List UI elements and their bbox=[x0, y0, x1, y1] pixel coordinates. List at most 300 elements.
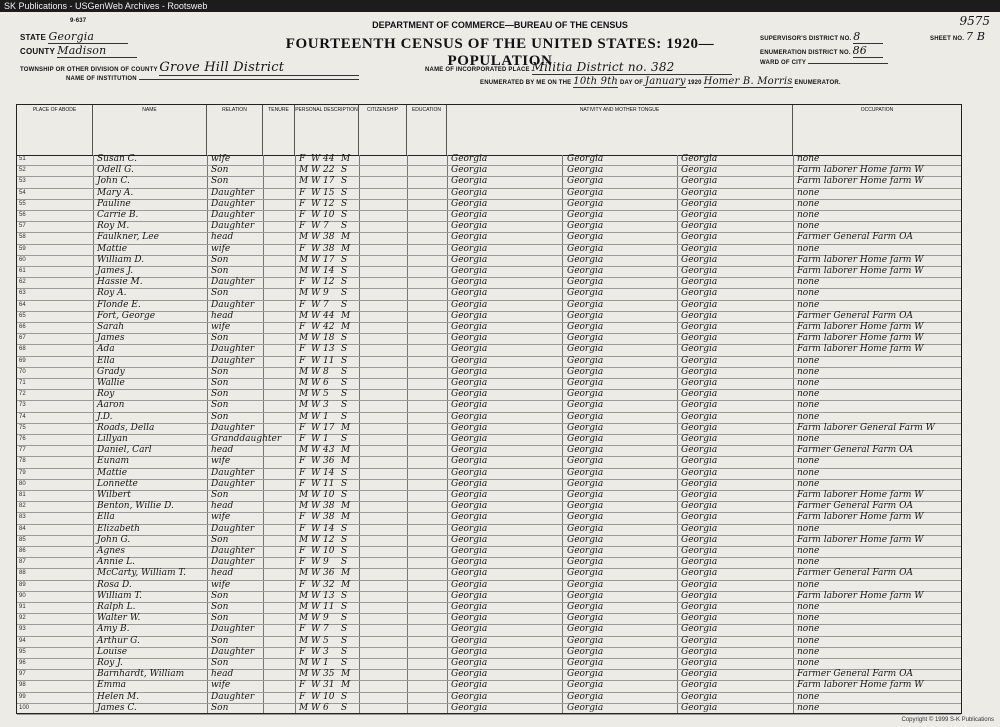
cell-relation: Daughter bbox=[211, 557, 255, 568]
cell-marital: S bbox=[341, 534, 348, 545]
cell-age: 3 bbox=[323, 646, 329, 657]
cell-race: W bbox=[311, 299, 321, 310]
county-label: COUNTY bbox=[20, 47, 55, 56]
col-relation: RELATION bbox=[207, 105, 263, 155]
cell-age: 38 bbox=[323, 243, 335, 254]
cell-name: Ella bbox=[97, 512, 115, 523]
month-value: January bbox=[645, 76, 686, 87]
cell-relation: head bbox=[211, 310, 234, 321]
cell-occupation: none bbox=[797, 389, 820, 400]
cell-age: 5 bbox=[323, 389, 329, 400]
cell-birth: Georgia bbox=[451, 210, 488, 220]
cell-age: 9 bbox=[323, 557, 329, 568]
cell-marital: S bbox=[341, 288, 348, 299]
cell-father: Georgia bbox=[567, 557, 604, 568]
cell-father: Georgia bbox=[567, 389, 604, 400]
cell-sex: F bbox=[299, 434, 306, 444]
cell-mother: Georgia bbox=[681, 378, 718, 388]
cell-occupation: none bbox=[797, 243, 820, 254]
cell-sex: M bbox=[299, 445, 309, 456]
cell-relation: Son bbox=[211, 534, 229, 545]
table-row bbox=[17, 211, 961, 222]
cell-mother: Georgia bbox=[681, 467, 718, 478]
cell-name: Ada bbox=[97, 344, 115, 355]
cell-age: 36 bbox=[323, 456, 335, 467]
cell-occupation: none bbox=[797, 355, 820, 366]
cell-race: W bbox=[311, 389, 321, 400]
cell-mother: Georgia bbox=[681, 613, 718, 624]
incorporated-value: Militia District no. 382 bbox=[532, 60, 732, 75]
cell-relation: Daughter bbox=[211, 355, 255, 366]
cell-race: W bbox=[311, 579, 321, 590]
cell-birth: Georgia bbox=[451, 445, 488, 456]
cell-mother: Georgia bbox=[681, 355, 718, 366]
cell-father: Georgia bbox=[567, 635, 604, 646]
cell-marital: M bbox=[341, 579, 351, 590]
table-row bbox=[17, 614, 961, 625]
enumerated-day: 10th 9th bbox=[573, 76, 619, 87]
cell-age: 13 bbox=[323, 590, 335, 601]
cell-age: 11 bbox=[323, 355, 335, 366]
cell-marital: S bbox=[341, 490, 348, 500]
supervisor-value: 8 bbox=[853, 30, 883, 44]
corner-note: 9575 bbox=[959, 14, 990, 28]
cell-father: Georgia bbox=[567, 658, 604, 668]
department-heading: DEPARTMENT OF COMMERCE—BUREAU OF THE CENSUS bbox=[372, 20, 628, 30]
cell-name: Lonnette bbox=[97, 478, 138, 489]
cell-marital: S bbox=[341, 635, 348, 646]
cell-occupation: Farmer General Farm OA bbox=[797, 568, 913, 579]
cell-father: Georgia bbox=[567, 322, 604, 332]
cell-father: Georgia bbox=[567, 344, 604, 355]
cell-name: Lillyan bbox=[97, 434, 128, 444]
cell-sex: F bbox=[299, 322, 306, 332]
cell-occupation: none bbox=[797, 658, 820, 668]
cell-age: 1 bbox=[323, 411, 329, 422]
cell-sex: F bbox=[299, 467, 306, 478]
cell-mother: Georgia bbox=[681, 400, 718, 411]
cell-relation: head bbox=[211, 445, 234, 456]
cell-line: 75 bbox=[19, 424, 26, 431]
cell-father: Georgia bbox=[567, 232, 604, 243]
cell-name: McCarty, William T. bbox=[97, 568, 186, 579]
cell-relation: Son bbox=[211, 266, 229, 276]
cell-birth: Georgia bbox=[451, 154, 488, 164]
cell-sex: M bbox=[299, 310, 309, 321]
cell-line: 81 bbox=[19, 492, 26, 498]
cell-birth: Georgia bbox=[451, 378, 488, 388]
cell-name: Roy bbox=[97, 389, 115, 400]
cell-age: 6 bbox=[323, 378, 329, 388]
cell-sex: F bbox=[299, 478, 306, 489]
cell-age: 7 bbox=[323, 624, 329, 635]
cell-age: 1 bbox=[323, 434, 329, 444]
cell-marital: S bbox=[341, 254, 348, 265]
cell-age: 14 bbox=[323, 523, 335, 534]
cell-mother: Georgia bbox=[681, 154, 718, 164]
page-title: FOURTEENTH CENSUS OF THE UNITED STATES: 1920—POPULATION bbox=[285, 36, 715, 69]
cell-father: Georgia bbox=[567, 243, 604, 254]
cell-occupation: none bbox=[797, 366, 820, 377]
cell-age: 38 bbox=[323, 501, 335, 512]
cell-mother: Georgia bbox=[681, 523, 718, 534]
cell-mother: Georgia bbox=[681, 434, 718, 444]
cell-marital: S bbox=[341, 389, 348, 400]
cell-name: Ralph L. bbox=[97, 602, 136, 612]
census-sheet bbox=[0, 12, 1000, 727]
cell-marital: S bbox=[341, 176, 348, 187]
cell-name: Louise bbox=[97, 646, 128, 657]
cell-relation: wife bbox=[211, 512, 231, 523]
cell-father: Georgia bbox=[567, 691, 604, 702]
cell-line: 90 bbox=[19, 592, 26, 599]
cell-age: 12 bbox=[323, 198, 335, 209]
cell-race: W bbox=[311, 635, 321, 646]
cell-relation: Daughter bbox=[211, 523, 255, 534]
cell-father: Georgia bbox=[567, 490, 604, 500]
cell-father: Georgia bbox=[567, 646, 604, 657]
cell-sex: F bbox=[299, 646, 306, 657]
cell-name: J.D. bbox=[97, 411, 113, 422]
cell-mother: Georgia bbox=[681, 411, 718, 422]
cell-occupation: none bbox=[797, 210, 820, 220]
cell-relation: head bbox=[211, 501, 234, 512]
cell-age: 36 bbox=[323, 568, 335, 579]
cell-occupation: none bbox=[797, 299, 820, 310]
cell-occupation: none bbox=[797, 434, 820, 444]
cell-occupation: none bbox=[797, 546, 820, 556]
cell-relation: Son bbox=[211, 702, 229, 713]
state-field bbox=[20, 30, 128, 44]
cell-sex: F bbox=[299, 299, 306, 310]
cell-father: Georgia bbox=[567, 534, 604, 545]
cell-birth: Georgia bbox=[451, 478, 488, 489]
cell-race: W bbox=[311, 456, 321, 467]
enumerator-label: ENUMERATOR. bbox=[794, 80, 841, 86]
cell-father: Georgia bbox=[567, 568, 604, 579]
cell-marital: S bbox=[341, 590, 348, 601]
cell-sex: M bbox=[299, 613, 309, 624]
cell-father: Georgia bbox=[567, 422, 604, 433]
window-title-bar bbox=[0, 0, 1000, 12]
cell-line: 79 bbox=[19, 469, 26, 476]
cell-name: Sarah bbox=[97, 322, 124, 332]
cell-age: 35 bbox=[323, 669, 335, 680]
cell-relation: Son bbox=[211, 490, 229, 500]
cell-sex: M bbox=[299, 165, 309, 176]
cell-age: 10 bbox=[323, 210, 335, 220]
cell-sex: F bbox=[299, 557, 306, 568]
table-row bbox=[17, 569, 961, 580]
cell-relation: wife bbox=[211, 579, 231, 590]
cell-father: Georgia bbox=[567, 434, 604, 444]
cell-age: 12 bbox=[323, 534, 335, 545]
cell-occupation: none bbox=[797, 624, 820, 635]
cell-birth: Georgia bbox=[451, 299, 488, 310]
cell-age: 9 bbox=[323, 613, 329, 624]
cell-sex: M bbox=[299, 366, 309, 377]
cell-age: 14 bbox=[323, 467, 335, 478]
cell-sex: M bbox=[299, 658, 309, 668]
cell-relation: Son bbox=[211, 411, 229, 422]
cell-occupation: Farm laborer General Farm W bbox=[797, 422, 935, 433]
cell-father: Georgia bbox=[567, 400, 604, 411]
cell-name: John C. bbox=[97, 176, 130, 187]
table-row bbox=[17, 278, 961, 289]
cell-name: Elizabeth bbox=[97, 523, 140, 534]
cell-relation: head bbox=[211, 568, 234, 579]
township-value: Grove Hill District bbox=[159, 60, 359, 76]
cell-birth: Georgia bbox=[451, 691, 488, 702]
table-row bbox=[17, 446, 961, 457]
cell-mother: Georgia bbox=[681, 702, 718, 713]
year-value: 1920 bbox=[687, 80, 702, 86]
cell-birth: Georgia bbox=[451, 613, 488, 624]
cell-birth: Georgia bbox=[451, 400, 488, 411]
cell-father: Georgia bbox=[567, 277, 604, 288]
cell-age: 3 bbox=[323, 400, 329, 411]
cell-occupation: none bbox=[797, 635, 820, 646]
cell-father: Georgia bbox=[567, 266, 604, 276]
table-row bbox=[17, 648, 961, 659]
cell-occupation: Farmer General Farm OA bbox=[797, 232, 913, 243]
cell-mother: Georgia bbox=[681, 658, 718, 668]
cell-marital: M bbox=[341, 154, 351, 164]
cell-sex: M bbox=[299, 534, 309, 545]
cell-line: 89 bbox=[19, 581, 26, 588]
cell-race: W bbox=[311, 546, 321, 556]
cell-sex: F bbox=[299, 680, 306, 691]
cell-race: W bbox=[311, 658, 321, 668]
cell-father: Georgia bbox=[567, 310, 604, 321]
cell-marital: S bbox=[341, 277, 348, 288]
cell-occupation: Farm laborer Home farm W bbox=[797, 266, 924, 276]
incorporated-label: NAME OF INCORPORATED PLACE bbox=[425, 67, 530, 73]
cell-occupation: none bbox=[797, 198, 820, 209]
cell-race: W bbox=[311, 266, 321, 276]
cell-occupation: none bbox=[797, 579, 820, 590]
cell-marital: S bbox=[341, 411, 348, 422]
cell-age: 10 bbox=[323, 490, 335, 500]
cell-father: Georgia bbox=[567, 456, 604, 467]
cell-name: Agnes bbox=[97, 546, 126, 556]
cell-line: 78 bbox=[19, 458, 26, 465]
cell-line: 64 bbox=[19, 301, 26, 308]
cell-sex: M bbox=[299, 635, 309, 646]
cell-line: 58 bbox=[19, 234, 26, 241]
cell-mother: Georgia bbox=[681, 243, 718, 254]
institution-label: NAME OF INSTITUTION bbox=[66, 76, 137, 82]
cell-age: 31 bbox=[323, 680, 335, 691]
cell-race: W bbox=[311, 165, 321, 176]
table-row bbox=[17, 681, 961, 692]
cell-name: Rosa D. bbox=[97, 579, 132, 590]
table-row bbox=[17, 424, 961, 435]
cell-mother: Georgia bbox=[681, 624, 718, 635]
cell-race: W bbox=[311, 288, 321, 299]
cell-line: 68 bbox=[19, 346, 26, 353]
cell-father: Georgia bbox=[567, 478, 604, 489]
cell-relation: Daughter bbox=[211, 277, 255, 288]
cell-occupation: none bbox=[797, 646, 820, 657]
cell-mother: Georgia bbox=[681, 198, 718, 209]
cell-relation: wife bbox=[211, 456, 231, 467]
cell-birth: Georgia bbox=[451, 165, 488, 176]
cell-father: Georgia bbox=[567, 187, 604, 198]
cell-marital: S bbox=[341, 467, 348, 478]
cell-occupation: none bbox=[797, 187, 820, 198]
cell-age: 11 bbox=[323, 602, 335, 612]
cell-name: Faulkner, Lee bbox=[97, 232, 159, 243]
cell-name: Odell G. bbox=[97, 165, 134, 176]
cell-father: Georgia bbox=[567, 512, 604, 523]
cell-line: 80 bbox=[19, 480, 26, 487]
cell-race: W bbox=[311, 702, 321, 713]
cell-mother: Georgia bbox=[681, 579, 718, 590]
cell-marital: M bbox=[341, 568, 351, 579]
cell-race: W bbox=[311, 680, 321, 691]
cell-birth: Georgia bbox=[451, 344, 488, 355]
cell-name: John G. bbox=[97, 534, 131, 545]
cell-father: Georgia bbox=[567, 366, 604, 377]
cell-race: W bbox=[311, 333, 321, 344]
cell-mother: Georgia bbox=[681, 322, 718, 332]
cell-name: Flonde E. bbox=[97, 299, 141, 310]
cell-name: Daniel, Carl bbox=[97, 445, 152, 456]
cell-age: 38 bbox=[323, 232, 335, 243]
cell-marital: M bbox=[341, 501, 351, 512]
cell-race: W bbox=[311, 310, 321, 321]
cell-relation: Daughter bbox=[211, 691, 255, 702]
cell-name: Benton, Willie D. bbox=[97, 501, 174, 512]
table-row bbox=[17, 233, 961, 244]
cell-birth: Georgia bbox=[451, 422, 488, 433]
cell-name: James J. bbox=[97, 266, 134, 276]
cell-father: Georgia bbox=[567, 624, 604, 635]
cell-birth: Georgia bbox=[451, 490, 488, 500]
cell-line: 77 bbox=[19, 447, 26, 454]
cell-mother: Georgia bbox=[681, 590, 718, 601]
cell-birth: Georgia bbox=[451, 187, 488, 198]
table-row bbox=[17, 513, 961, 524]
cell-birth: Georgia bbox=[451, 277, 488, 288]
cell-birth: Georgia bbox=[451, 266, 488, 276]
cell-birth: Georgia bbox=[451, 232, 488, 243]
cell-marital: S bbox=[341, 299, 348, 310]
table-row bbox=[17, 547, 961, 558]
cell-marital: S bbox=[341, 646, 348, 657]
cell-mother: Georgia bbox=[681, 266, 718, 276]
cell-birth: Georgia bbox=[451, 322, 488, 332]
cell-name: Roy A. bbox=[97, 288, 127, 299]
cell-birth: Georgia bbox=[451, 635, 488, 646]
cell-occupation: none bbox=[797, 456, 820, 467]
cell-name: James bbox=[97, 333, 125, 344]
cell-occupation: none bbox=[797, 277, 820, 288]
table-row bbox=[17, 267, 961, 278]
cell-race: W bbox=[311, 490, 321, 500]
cell-name: Walter W. bbox=[97, 613, 141, 624]
col-occupation: OCCUPATION bbox=[860, 107, 894, 113]
cell-age: 17 bbox=[323, 176, 335, 187]
cell-sex: F bbox=[299, 154, 306, 164]
cell-name: Eunam bbox=[97, 456, 130, 467]
cell-birth: Georgia bbox=[451, 546, 488, 556]
cell-sex: M bbox=[299, 702, 309, 713]
cell-line: 92 bbox=[19, 615, 26, 622]
cell-sex: M bbox=[299, 266, 309, 276]
cell-sex: F bbox=[299, 546, 306, 556]
cell-mother: Georgia bbox=[681, 501, 718, 512]
cell-age: 32 bbox=[323, 579, 335, 590]
table-row bbox=[17, 390, 961, 401]
ward-label: WARD OF CITY bbox=[760, 60, 806, 66]
cell-race: W bbox=[311, 534, 321, 545]
cell-name: Annie L. bbox=[97, 557, 135, 568]
cell-sex: M bbox=[299, 389, 309, 400]
cell-occupation: Farm laborer Home farm W bbox=[797, 333, 924, 344]
cell-father: Georgia bbox=[567, 299, 604, 310]
col-education: EDUCATION bbox=[407, 105, 447, 155]
enumeration-field bbox=[760, 44, 883, 58]
cell-marital: M bbox=[341, 310, 351, 321]
cell-name: Mattie bbox=[97, 467, 128, 478]
cell-birth: Georgia bbox=[451, 221, 488, 232]
cell-marital: S bbox=[341, 658, 348, 668]
cell-age: 15 bbox=[323, 187, 335, 198]
col-nativity: NATIVITY AND MOTHER TONGUE bbox=[447, 105, 793, 155]
cell-marital: S bbox=[341, 523, 348, 534]
cell-occupation: none bbox=[797, 613, 820, 624]
cell-race: W bbox=[311, 198, 321, 209]
cell-father: Georgia bbox=[567, 613, 604, 624]
cell-relation: Daughter bbox=[211, 210, 255, 220]
cell-mother: Georgia bbox=[681, 691, 718, 702]
cell-marital: S bbox=[341, 165, 348, 176]
cell-age: 6 bbox=[323, 702, 329, 713]
cell-sex: M bbox=[299, 176, 309, 187]
cell-marital: M bbox=[341, 512, 351, 523]
cell-line: 98 bbox=[19, 682, 26, 689]
cell-occupation: Farmer General Farm OA bbox=[797, 445, 913, 456]
township-field bbox=[20, 60, 359, 76]
cell-race: W bbox=[311, 210, 321, 220]
cell-marital: S bbox=[341, 602, 348, 612]
cell-marital: M bbox=[341, 322, 351, 332]
cell-relation: Daughter bbox=[211, 422, 255, 433]
cell-mother: Georgia bbox=[681, 310, 718, 321]
cell-birth: Georgia bbox=[451, 254, 488, 265]
cell-birth: Georgia bbox=[451, 288, 488, 299]
cell-father: Georgia bbox=[567, 680, 604, 691]
cell-age: 44 bbox=[323, 154, 335, 164]
cell-relation: Son bbox=[211, 165, 229, 176]
cell-age: 38 bbox=[323, 512, 335, 523]
cell-father: Georgia bbox=[567, 501, 604, 512]
cell-relation: Son bbox=[211, 658, 229, 668]
cell-mother: Georgia bbox=[681, 389, 718, 400]
cell-relation: Son bbox=[211, 613, 229, 624]
cell-name: Roy M. bbox=[97, 221, 130, 232]
cell-race: W bbox=[311, 568, 321, 579]
cell-line: 74 bbox=[19, 413, 26, 420]
cell-race: W bbox=[311, 411, 321, 422]
cell-occupation: none bbox=[797, 378, 820, 388]
cell-occupation: none bbox=[797, 478, 820, 489]
cell-father: Georgia bbox=[567, 467, 604, 478]
cell-marital: S bbox=[341, 691, 348, 702]
cell-father: Georgia bbox=[567, 198, 604, 209]
